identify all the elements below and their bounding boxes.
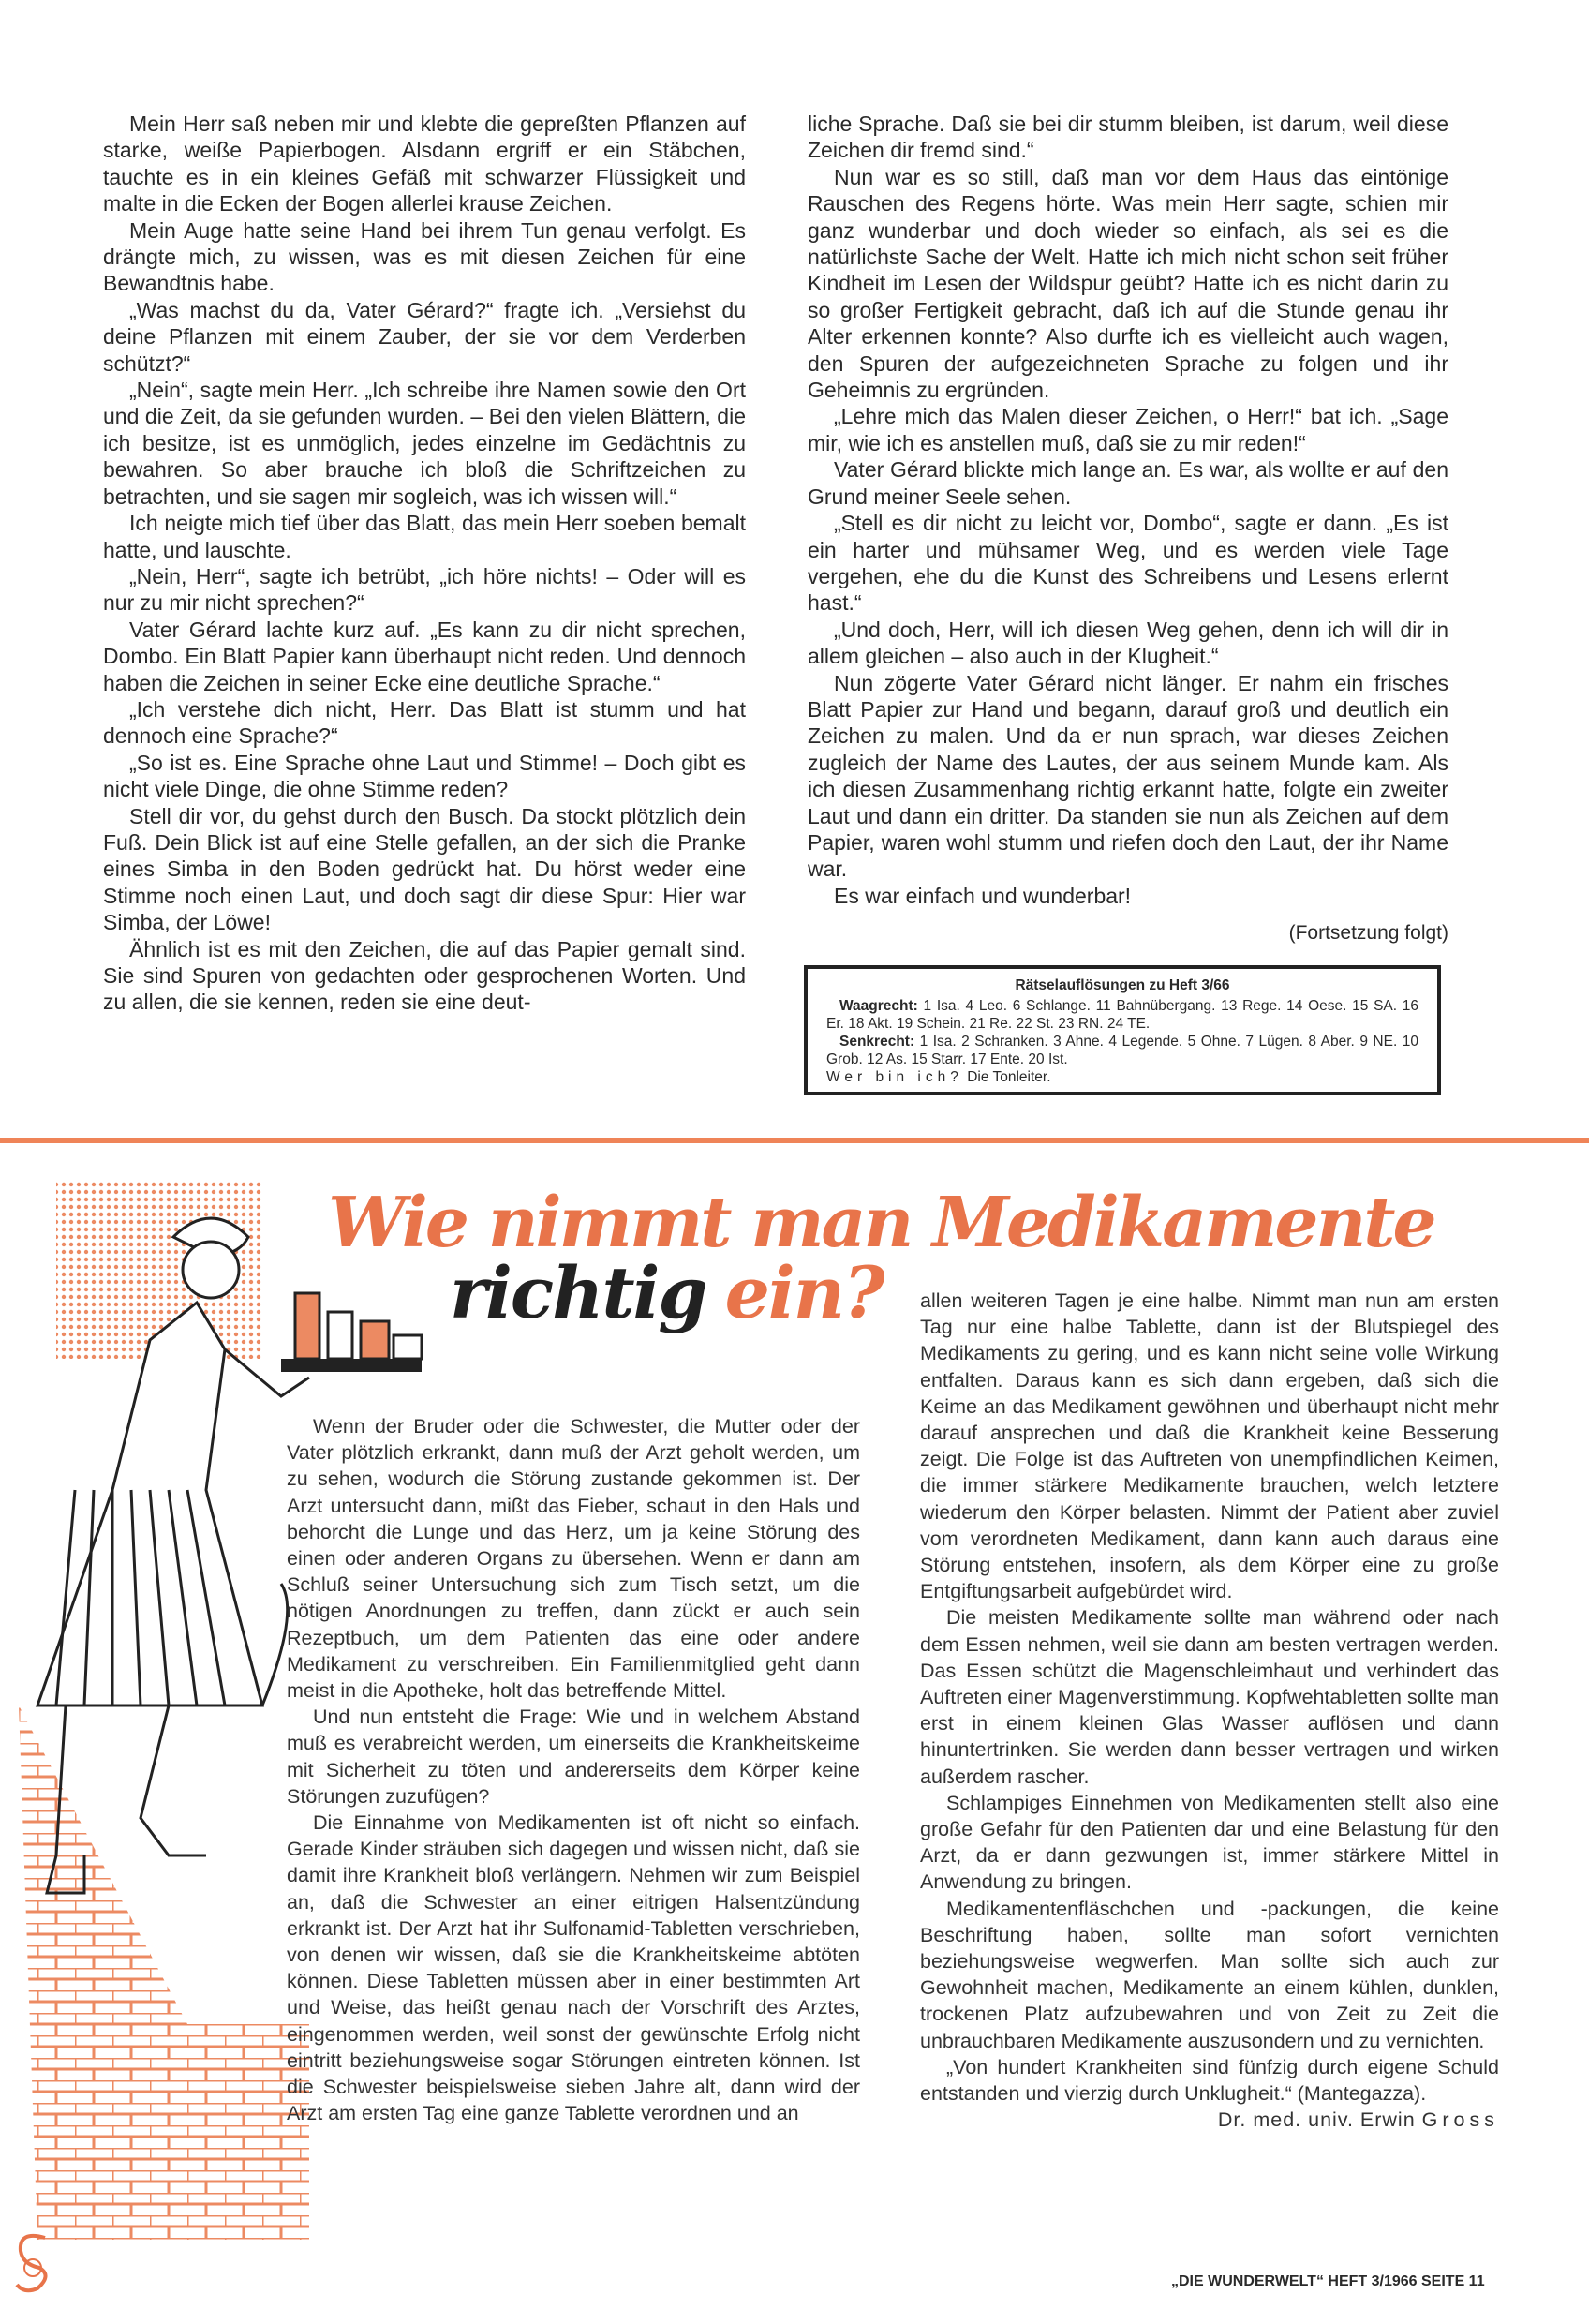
page-footer: „DIE WUNDERWELT“ HEFT 3/1966 SEITE 11	[1171, 2273, 1485, 2289]
paragraph: „Lehre mich das Malen dieser Zeichen, o Herr!“ bat ich. „Sage mir, wie ich es anstellen muß, daß sie zu mir reden!“	[808, 404, 1448, 455]
paragraph: allen weiteren Tagen je eine halbe. Nimmt man nun am ersten Tag nur eine halbe Tablette, dann ist der Blutspiegel des Medikaments zu gering, und es kann nicht seine volle Wirkung entfalten. Daraus kann es sich dann ergeben, daß sich die Keime an das Medikament gewöhnen und überhaupt nicht mehr darauf ansprechen und daß die Krankheit keine Besserung zeigt. Die Folge ist das Auftreten von unempfindlichen Keimen, die immer stärkere Medikamente brauchen, welch letztere wiederum den Körper belasten. Nimmt der Patient aber zuviel vom verordneten Medikament, dann kann auch daraus eine Störung entstehen, insofern, als dem Körper eine zu große Entgiftungsarbeit aufgebürdet wird.	[920, 1289, 1499, 1603]
paragraph: liche Sprache. Daß sie bei dir stumm bleiben, ist darum, weil diese Zeichen dir fremd sind.“	[808, 112, 1448, 163]
paragraph: „Was machst du da, Vater Gérard?“ fragte ich. „Versiehst du deine Pflanzen mit einem Zauber, der sie vor dem Verderben schützt?“	[103, 297, 746, 376]
article-middle-column	[287, 1413, 860, 2126]
brick-floor	[19, 1706, 309, 2240]
across-label: Waagrecht:	[839, 998, 918, 1014]
continued-note: (Fortsetzung folgt)	[1288, 922, 1448, 945]
title-word-richtig: richtig	[450, 1251, 706, 1334]
paragraph: Die meisten Medikamente sollte man während oder nach dem Essen nehmen, weil sie dann am besten vertragen werden. Das Essen schützt die Magenschleimhaut und verhindert das Auftreten einer Magenverstimmung. Kopfwehtabletten sollte man erst in einem kleinen Glas Wasser auflösen und dann hinuntertrinken. Sie werden dann besser vertragen und wirken außerdem rascher.	[920, 1606, 1499, 1788]
paragraph: Es war einfach und wunderbar!	[834, 883, 1132, 908]
paragraph: Vater Gérard lachte kurz auf. „Es kann zu dir nicht sprechen, Dombo. Ein Blatt Papier kann überhaupt nicht reden. Und dennoch haben die Zeichen in seiner Ecke eine deutliche Sprache.“	[103, 617, 746, 695]
paragraph: Vater Gérard blickte mich lange an. Es war, als wollte er auf den Grund meiner Seele sehen.	[808, 457, 1448, 509]
paragraph: „So ist es. Eine Sprache ohne Laut und Stimme! – Doch gibt es nicht viele Dinge, die ohne Stimme reden?	[103, 750, 746, 802]
paragraph: Nun war es so still, daß man vor dem Haus das eintönige Rauschen des Regens hörte. Was mein Herr sagte, schien mir ganz wunderbar und doch wieder so einfach, als sei es die natürlichste Sache der Welt. Hatte ich mich nicht schon seit früher Kindheit im Lesen der Wildspur geübt? Hatte ich es nicht darin zu so großer Fertigkeit gebracht, daß ich auf die Stunde genau ihr Alter erkennen konnte? Also durfte ich es vielleicht auch wagen, den Spuren der aufgezeichneten Sprache zu folgen und ihr Geheimnis zu ergründen.	[808, 164, 1448, 403]
paragraph: „Stell es dir nicht zu leicht vor, Dombo“, sagte er dann. „Es ist ein harter und mühsamer Weg, und es werden viele Tage vergehen, ehe du die Kunst des Schreibens und Lesens erlernt hast.“	[808, 511, 1448, 616]
author-last-name: Gross	[1421, 2108, 1499, 2132]
paragraph: Ähnlich ist es mit den Zeichen, die auf das Papier gemalt sind. Sie sind Spuren von gedachten oder gesprochenen Worten. Und zu allen, die sie kennen, reden sie eine deut-	[103, 936, 746, 1015]
story-left-column	[103, 111, 746, 1016]
article-right-column	[920, 1288, 1499, 2134]
medicine-tray	[281, 1293, 422, 1372]
paragraph: Medikamentenfläschchen und -packungen, die keine Beschriftung haben, sollte man sofort vernichten beziehungsweise wegwerfen. Man sollte sich auch zur Gewohnheit machen, Medikamente an einem kühlen, dunklen, trockenen Platz aufzubewahren und von Zeit zu Zeit die unbrauchbaren Medikamente auszusondern und zu vernichten.	[920, 1897, 1499, 2052]
paragraph: „Nein“, sagte mein Herr. „Ich schreibe ihre Namen sowie den Ort und die Zeit, da sie gefunden wurden. – Bei den vielen Blättern, die ich besitze, ist es unmöglich, jedes einzelne im Gedächtnis zu bewahren. So aber brauche ich bloß die Schriftzeichen zu betrachten, und sie sagen mir sogleich, was ich wissen will.“	[103, 378, 746, 509]
paragraph: „Nein, Herr“, sagte ich betrübt, „ich höre nichts! – Oder will es nur zu mir nicht sprechen?“	[103, 563, 746, 616]
paragraph: „Und doch, Herr, will ich diesen Weg gehen, denn ich will dir in allem gleichen – also auch in der Klugheit.“	[808, 617, 1448, 669]
puzzle-down	[826, 1033, 1418, 1068]
puzzle-solutions-box	[804, 965, 1441, 1095]
story-right-column	[808, 111, 1448, 947]
paragraph: Ich neigte mich tief über das Blatt, das mein Herr soeben bemalt hatte, und lauschte.	[103, 511, 746, 562]
author	[1192, 2107, 1499, 2133]
puzzle-across	[826, 997, 1418, 1033]
illustrator-signature-logo	[9, 2230, 56, 2296]
paragraph: Wenn der Bruder oder die Schwester, die Mutter oder der Vater plötzlich erkrankt, dann muß der Arzt geholt werden, um zu sehen, wodurch die Störung zustande gekommen ist. Der Arzt untersucht dann, mißt das Fieber, schaut in den Hals und behorcht die Lunge und das Herz, um ja keine Störung des einen oder anderen Organs zu übersehen. Wenn er dann am Schluß seiner Untersuchung sich zum Tisch setzt, um die nötigen Anordnungen zu treffen, dann zückt er auch sein Rezeptbuch, um dem Patienten das eine oder andere Medikament zu verschreiben. Ein Familienmitglied geht dann meist in die Apotheke, holt das betreffende Mittel.	[287, 1415, 860, 1703]
paragraph: Und nun entsteht die Frage: Wie und in welchem Abstand muß es verabreicht werden, um einerseits die Krankheitskeime mit Sicherheit zu töten und andererseits dem Körper keine Störungen zuzufügen?	[287, 1706, 860, 1808]
paragraph: Schlampiges Einnehmen von Medikamenten stellt also eine große Gefahr für den Patienten dar und eine Belastung für den Arzt, da er dann gezwungen ist, immer stärkere Mittel in Anwendung zu bringen.	[920, 1791, 1499, 1894]
title-word-ein: ein?	[724, 1251, 884, 1334]
paragraph: Stell dir vor, du gehst durch den Busch. Da stockt plötzlich dein Fuß. Dein Blick ist auf eine Stelle gefallen, an der sich die Pranke eines Simba in den Boden gedrückt hat. Du hörst weder eine Stimme noch einen Laut, und doch sagt dir diese Spur: Hier war Simba, der Löwe!	[103, 803, 746, 935]
across-answers: 1 Isa. 4 Leo. 6 Schlange. 11 Bahnübergang. 13 Rege. 14 Oese. 15 SA. 16 Er. 18 Akt. 19 Schein. 21 Re. 22 St. 23 RN. 24 TE.	[826, 998, 1418, 1032]
down-label: Senkrecht:	[839, 1034, 915, 1050]
article-title-line1: Wie nimmt man Medikamente	[328, 1183, 1434, 1263]
paragraph: „Ich verstehe dich nicht, Herr. Das Blatt ist stumm und hat dennoch eine Sprache?“	[103, 696, 746, 749]
puzzle-heading: Rätselauflösungen zu Heft 3/66	[1015, 977, 1230, 993]
paragraph: Die Einnahme von Medikamenten ist oft nicht so einfach. Gerade Kinder sträuben sich dagegen und wissen nicht, daß sie damit ihre Krankheit bloß verlängern. Nehmen wir zum Beispiel an, daß die Schwester an einer eitrigen Halsentzündung erkrankt ist. Der Arzt hat ihr Sulfonamid-Tabletten verschrieben, von denen wir wissen, daß sie die Krankheitskeime abtöten können. Diese Tabletten müssen aber in einer bestimmten Art und Weise, das heißt genau nach der Vorschrift des Arztes, eingenommen werden, weil sonst der gewünschte Erfolg nicht eintritt beziehungsweise sogar Störungen eintreten können. Ist die Schwester beispielsweise sieben Jahre alt, dann wird der Arzt am ersten Tag eine ganze Tablette verordnen und an	[287, 1811, 860, 2125]
paragraph: Nun zögerte Vater Gérard nicht länger. Er nahm ein frisches Blatt Papier zur Hand und begann, darauf groß und deutlich ein Zeichen zu malen. Und da er nun sprach, war dieses Zeichen zugleich der Name des Lautes, der aus seinem Munde kam. Als ich diesen Zusammenhang richtig erkannt hatte, folgte ein zweiter Laut und dann ein dritter. Da standen sie nun als Zeichen auf dem Papier, waren wohl stumm und riefen doch den Laut, der ihr Name war.	[808, 670, 1448, 882]
down-answers: 1 Isa. 2 Schranken. 3 Ahne. 4 Legende. 5 Ohne. 7 Lügen. 8 Aber. 9 NE. 10 Grob. 12 As. 15 Starr. 17 Ente. 20 Ist.	[826, 1034, 1418, 1067]
section-divider	[0, 1138, 1589, 1143]
paragraph: Mein Herr saß neben mir und klebte die gepreßten Pflanzen auf starke, weiße Papierbogen. Alsdann ergriff er ein Stäbchen, tauchte es in ein kleines Gefäß mit schwarzer Flüssigkeit und malte in die Ecken der Bogen allerlei krause Zeichen.	[103, 112, 746, 216]
article-title-line2	[450, 1251, 884, 1334]
riddle-answer: Die Tonleiter.	[967, 1069, 1051, 1085]
quote-text: „Von hundert Krankheiten sind fünfzig durch eigene Schuld entstanden und vierzig durch Unklugheit.“ (Mantegazza).	[920, 2055, 1499, 2106]
author-prefix: Dr. med. univ. Erwin	[1217, 2108, 1416, 2132]
riddle-question: Wer bin ich?	[826, 1069, 963, 1085]
quote	[920, 2054, 1499, 2132]
riddle	[826, 1068, 1418, 1086]
paragraph: Mein Auge hatte seine Hand bei ihrem Tun genau verfolgt. Es drängte mich, zu wissen, was es mit diesen Zeichen für eine Bewandtnis habe.	[103, 217, 746, 296]
